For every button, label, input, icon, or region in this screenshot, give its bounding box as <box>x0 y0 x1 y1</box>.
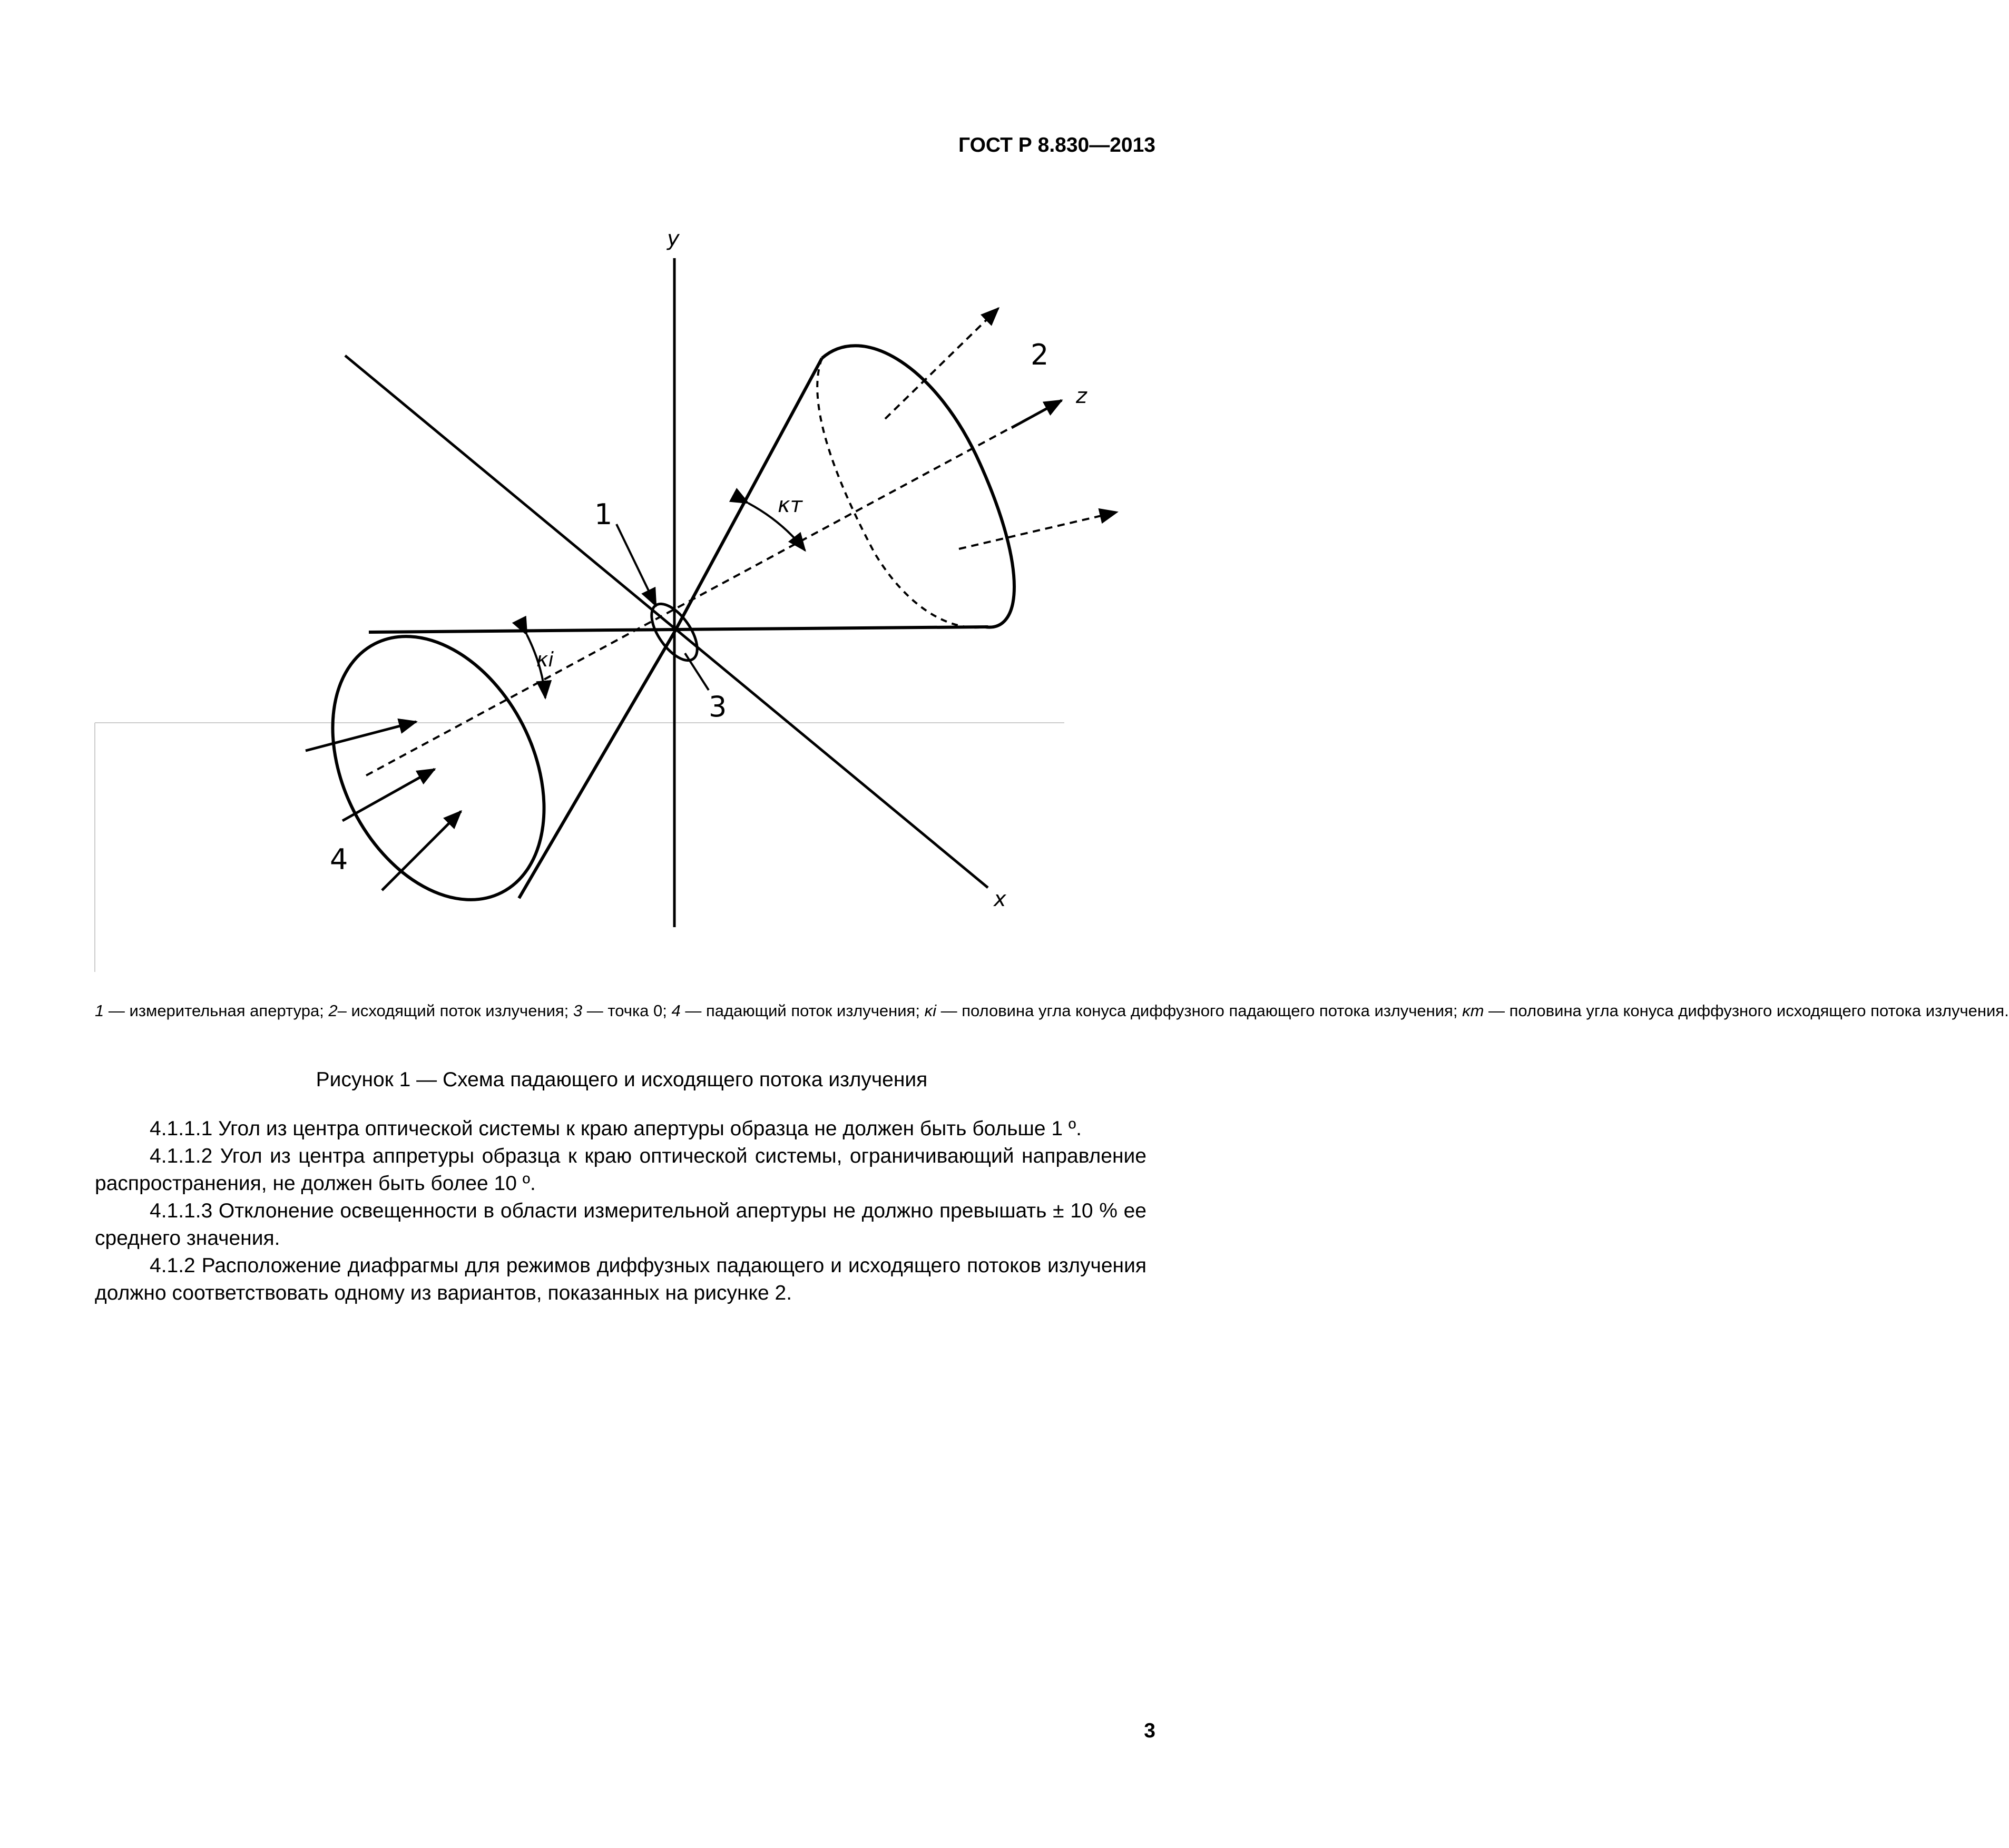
document-header: ГОСТ Р 8.830—2013 <box>958 134 1155 156</box>
legend-item-3-number: 3 <box>573 1001 583 1020</box>
incoming-cone-edge <box>369 630 674 632</box>
page-number: 3 <box>1144 1719 1155 1742</box>
figure-legend <box>95 999 2009 1023</box>
legend-item-2-text: – исходящий поток излучения; <box>337 1001 573 1020</box>
kt-angle-label: κт <box>778 493 802 517</box>
legend-ki-text: — половина угла конуса диффузного падающего потока излучения; <box>936 1001 1463 1020</box>
x-axis-label: x <box>994 887 1006 911</box>
label-1: 1 <box>594 498 613 531</box>
label-1-leader <box>616 524 656 606</box>
outgoing-flux-arrow <box>959 512 1117 549</box>
legend-item-1-number: 1 <box>95 1001 104 1020</box>
body-text <box>95 1115 1146 1307</box>
legend-ki-symbol: κi <box>924 1001 936 1020</box>
legend-item-4-number: 4 <box>671 1001 681 1020</box>
figure-caption: Рисунок 1 — Схема падающего и исходящего потока излучения <box>316 1068 928 1091</box>
incoming-flux-arrow <box>342 769 435 821</box>
legend-item-4-text: — падающий поток излучения; <box>680 1001 925 1020</box>
z-axis-label: z <box>1076 384 1087 408</box>
paragraph-4-1-2: 4.1.2 Расположение диафрагмы для режимов диффузных падающего и исходящего потоков излучения должно соответствовать одному из вариантов, показанных на рисунке 2. <box>95 1254 1146 1304</box>
label-3: 3 <box>709 690 727 723</box>
legend-kt-text: — половина угла конуса диффузного исходящего потока излучения. <box>1484 1001 2009 1020</box>
x-axis <box>345 356 988 888</box>
label-4: 4 <box>330 843 348 876</box>
legend-item-1-text: — измерительная апертура; <box>104 1001 329 1020</box>
outgoing-cone-rim-hidden <box>817 358 985 627</box>
z-axis-arrow <box>1012 400 1062 428</box>
label-2: 2 <box>1031 338 1049 371</box>
paragraph-4-1-1-3: 4.1.1.3 Отклонение освещенности в области измерительной апертуры не должно превышать ± 10 % ее среднего значения. <box>95 1200 1146 1250</box>
y-axis-label: y <box>667 227 680 251</box>
outgoing-cone-edge <box>674 627 988 630</box>
legend-item-2-number: 2 <box>328 1001 338 1020</box>
legend-kt-symbol: κт <box>1462 1001 1484 1020</box>
incoming-flux-arrow <box>306 722 416 751</box>
legend-item-3-text: — точка 0; <box>582 1001 672 1020</box>
paragraph-4-1-1-1: 4.1.1.1 Угол из центра оптической системы к краю апертуры образца не должен быть больше 1 º. <box>150 1117 1082 1140</box>
ki-angle-label: κi <box>536 648 554 671</box>
label-3-leader <box>685 653 709 690</box>
paragraph-4-1-1-2: 4.1.1.2 Угол из центра аппретуры образца к краю оптической системы, ограничивающий направление распространения, не должен быть более 10 º. <box>95 1145 1146 1195</box>
incoming-flux-arrow <box>382 811 461 890</box>
incoming-cone-edge <box>519 632 674 898</box>
